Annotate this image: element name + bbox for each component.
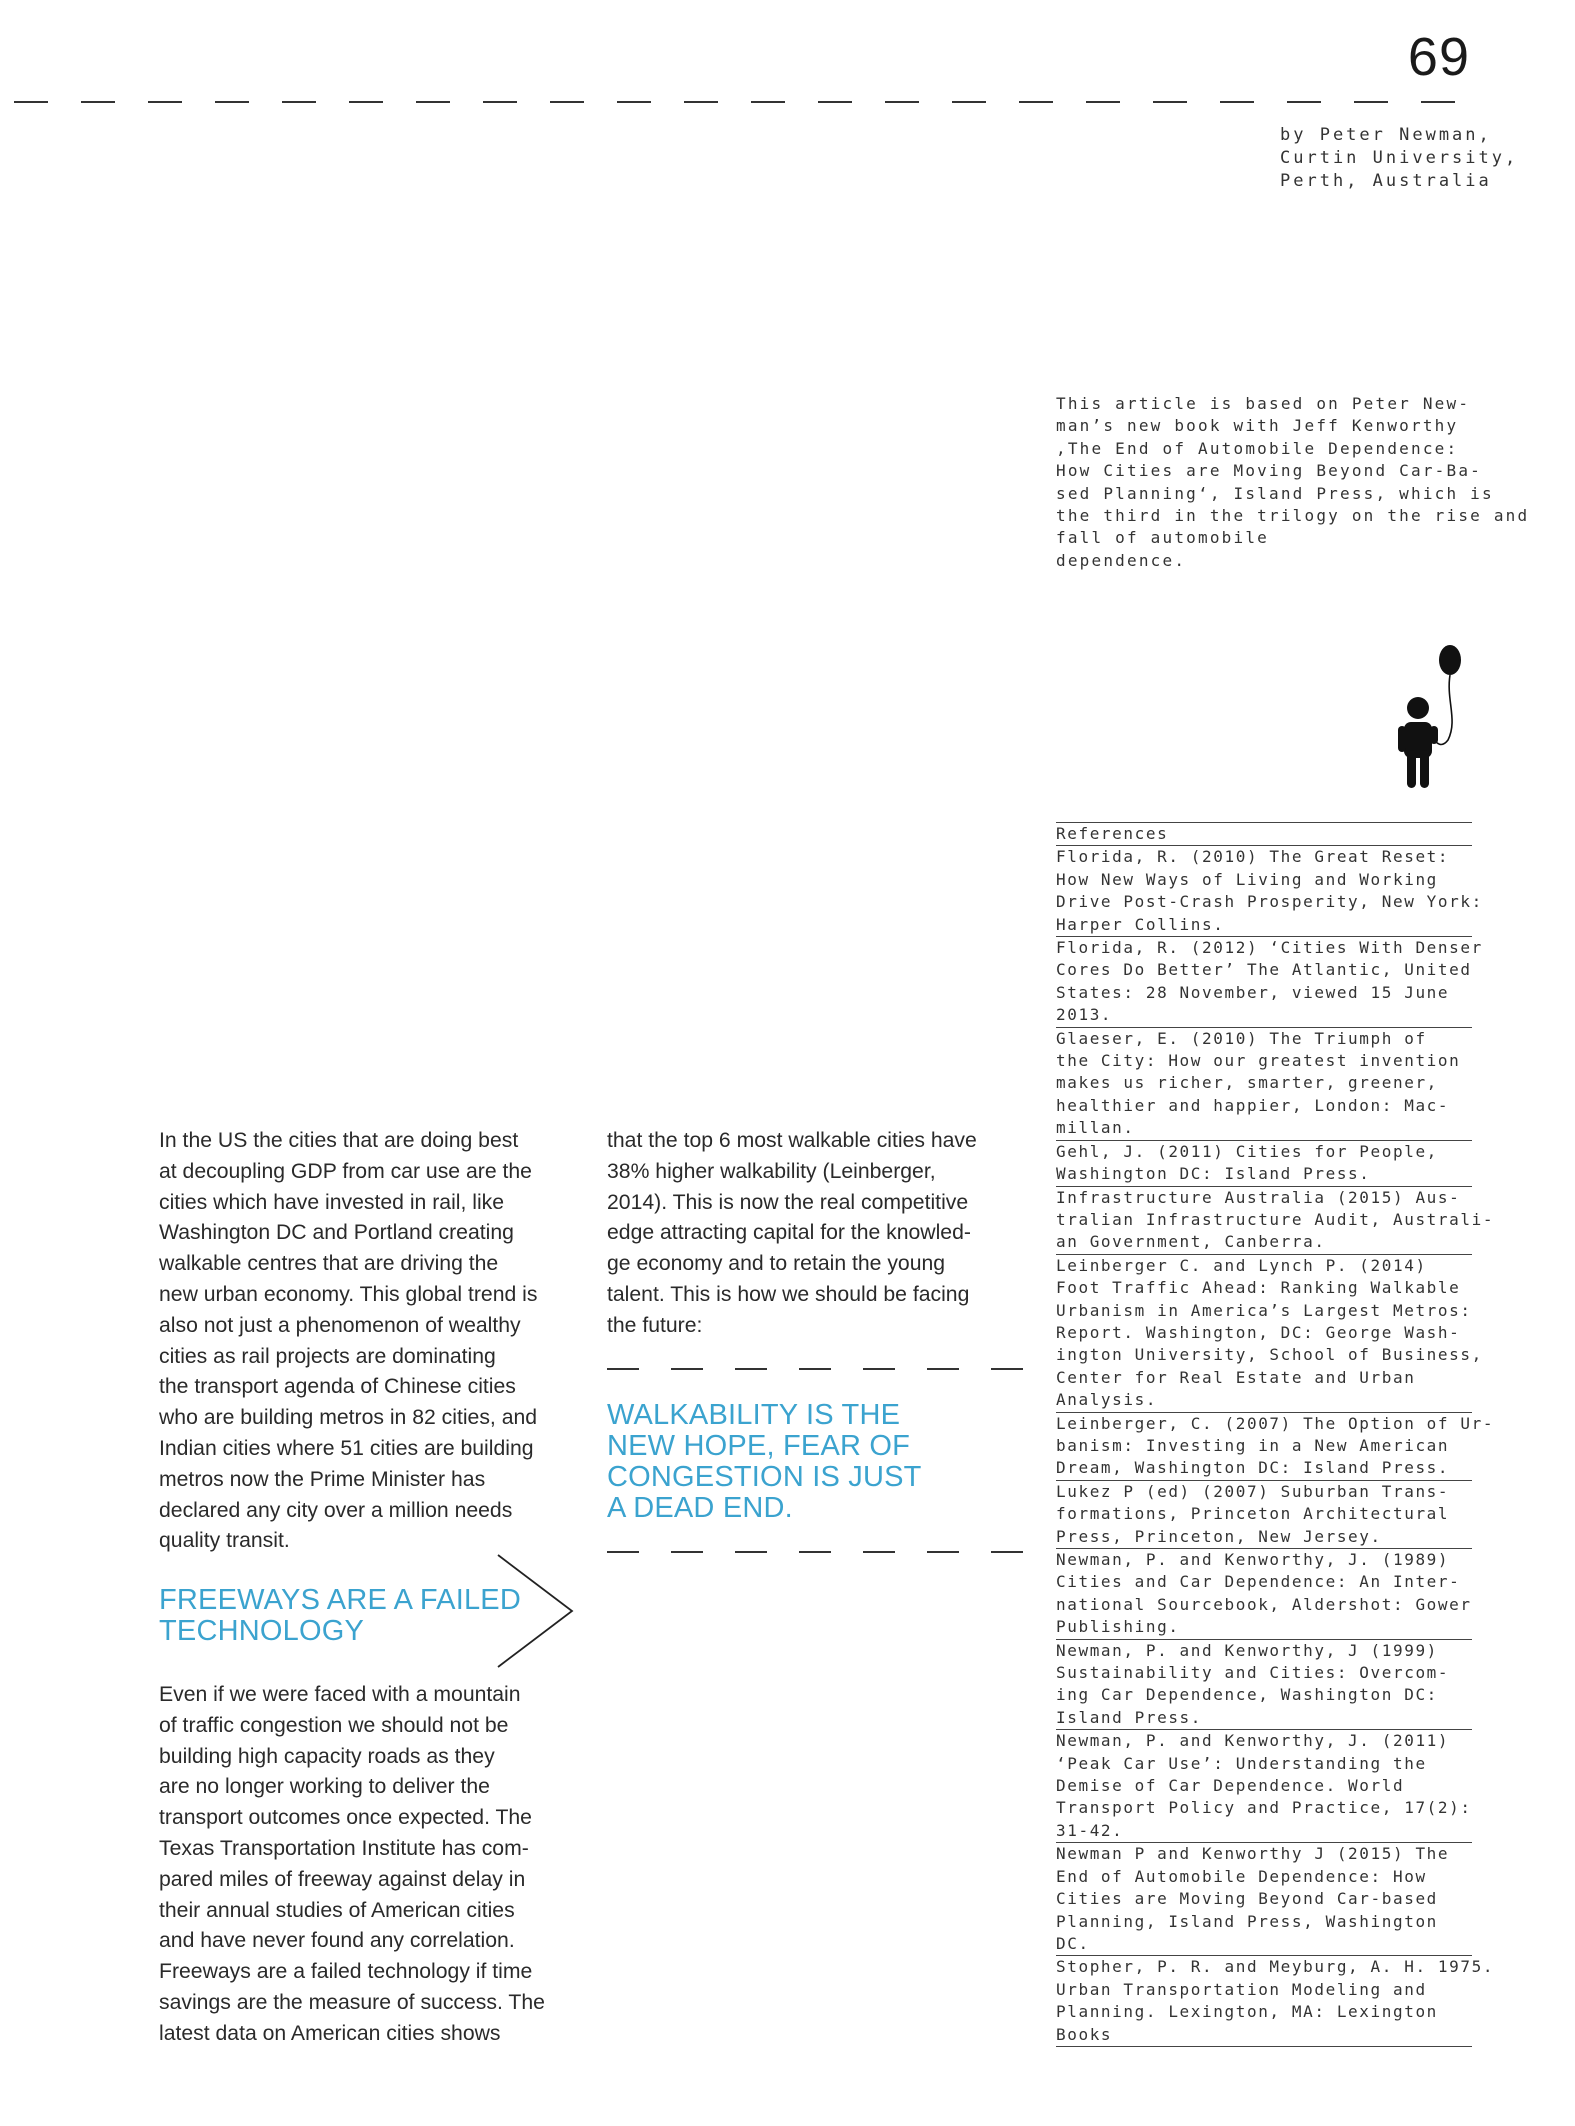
body-text-line: Texas Transportation Institute has com-	[159, 1836, 529, 1860]
references-list	[1056, 822, 1495, 2047]
reference-line: Leinberger C. and Lynch P. (2014)	[1056, 1255, 1427, 1275]
intro-line: How Cities are Moving Beyond Car-Ba-	[1056, 461, 1482, 481]
reference-line: ing Car Dependence, Washington DC:	[1056, 1685, 1438, 1705]
body-text-line: quality transit.	[159, 1529, 290, 1553]
reference-line: Urban Transportation Modeling and	[1056, 1979, 1427, 1999]
body-text-line: declared any city over a million needs	[159, 1498, 513, 1522]
reference-line: Demise of Car Dependence. World	[1056, 1776, 1405, 1796]
reference-line: Center for Real Estate and Urban	[1056, 1367, 1416, 1387]
body-text-line: at decoupling GDP from car use are the	[159, 1159, 532, 1183]
reference-line: the City: How our greatest invention	[1056, 1051, 1461, 1071]
body-text-line: cities as rail projects are dominating	[159, 1344, 496, 1368]
reference-item	[1056, 1640, 1472, 1731]
reference-line: makes us richer, smarter, greener,	[1056, 1073, 1438, 1093]
reference-line: Island Press.	[1056, 1707, 1203, 1727]
reference-item	[1056, 1956, 1495, 2047]
reference-line: Cities are Moving Beyond Car-based	[1056, 1889, 1438, 1909]
body-text-line: pared miles of freeway against delay in	[159, 1867, 526, 1891]
reference-line: Press, Princeton, New Jersey.	[1056, 1526, 1382, 1546]
byline-line: by Peter Newman,	[1280, 125, 1492, 145]
reference-item	[1056, 1481, 1472, 1549]
intro-line: This article is based on Peter New-	[1056, 394, 1471, 413]
reference-line: 31-42.	[1056, 1820, 1124, 1840]
reference-line: formations, Princeton Architectural	[1056, 1504, 1450, 1524]
byline-line: Curtin University,	[1280, 148, 1519, 168]
article-source-note	[1056, 393, 1530, 572]
pull-quote-walkability: WALKABILITY IS THE NEW HOPE, FEAR OF CONGESTION IS JUST A DEAD END.	[607, 1399, 922, 1524]
reference-line: an Government, Canberra.	[1056, 1232, 1326, 1252]
body-text-line: new urban economy. This global trend is	[159, 1282, 538, 1306]
byline-line: Perth, Australia	[1280, 171, 1492, 191]
reference-line: Newman P and Kenworthy J (2015) The	[1056, 1844, 1450, 1864]
reference-line: How New Ways of Living and Working	[1056, 869, 1438, 889]
reference-line: Analysis.	[1056, 1390, 1158, 1410]
body-column-left-bottom	[159, 1680, 579, 2050]
reference-item	[1056, 846, 1483, 937]
body-text-line: ge economy and to retain the young	[607, 1252, 946, 1276]
reference-line: Sustainability and Cities: Overcom-	[1056, 1663, 1450, 1683]
reference-line: Report. Washington, DC: George Wash-	[1056, 1322, 1461, 1342]
references-heading: References	[1056, 823, 1472, 846]
reference-line: States: 28 November, viewed 15 June	[1056, 982, 1450, 1002]
reference-line: Lukez P (ed) (2007) Suburban Trans-	[1056, 1481, 1450, 1501]
intro-line: dependence.	[1056, 550, 1187, 570]
reference-line: Washington DC: Island Press.	[1056, 1164, 1371, 1184]
body-text-line: Washington DC and Portland creating	[159, 1221, 514, 1245]
body-text-line: transport outcomes once expected. The	[159, 1806, 532, 1830]
reference-line: Cores Do Better’ The Atlantic, United	[1056, 960, 1472, 980]
body-text-line: are no longer working to deliver the	[159, 1775, 490, 1799]
body-text-line: the future:	[607, 1313, 703, 1337]
page-number: 69	[1407, 27, 1470, 87]
pull-quote-bottom-rule	[607, 1550, 1025, 1554]
section-heading-freeways: FREEWAYS ARE A FAILED TECHNOLOGY	[159, 1584, 521, 1647]
intro-line: ‚The End of Automobile Dependence:	[1056, 438, 1459, 458]
body-text-line: 2014). This is now the real competitive	[607, 1190, 969, 1214]
reference-line: Florida, R. (2010) The Great Reset:	[1056, 847, 1450, 867]
intro-line: man’s new book with Jeff Kenworthy	[1056, 416, 1459, 436]
top-dashed-rule	[14, 100, 1470, 104]
body-text-line: the transport agenda of Chinese cities	[159, 1375, 516, 1399]
body-text-line: Indian cities where 51 cities are building	[159, 1436, 534, 1460]
body-text-line: building high capacity roads as they	[159, 1744, 495, 1768]
body-text-line: In the US the cities that are doing best	[159, 1129, 519, 1152]
reference-item	[1056, 1028, 1472, 1141]
body-text-line: metros now the Prime Minister has	[159, 1467, 486, 1491]
reference-line: Transport Policy and Practice, 17(2):	[1056, 1798, 1472, 1818]
body-text-line: of traffic congestion we should not be	[159, 1713, 509, 1737]
reference-item	[1056, 1549, 1472, 1640]
reference-line: End of Automobile Dependence: How	[1056, 1866, 1427, 1886]
body-text-line: Freeways are a failed technology if time	[159, 1960, 533, 1984]
body-text-line: walkable centres that are driving the	[159, 1252, 499, 1276]
body-text-line: that the top 6 most walkable cities have	[607, 1129, 977, 1152]
reference-line: Leinberger, C. (2007) The Option of Ur-	[1056, 1413, 1495, 1433]
reference-line: Planning, Island Press, Washington	[1056, 1911, 1438, 1931]
reference-line: tralian Infrastructure Audit, Australi-	[1056, 1209, 1495, 1229]
reference-line: Newman, P. and Kenworthy, J (1999)	[1056, 1640, 1438, 1660]
reference-line: millan.	[1056, 1118, 1135, 1138]
body-text-line: cities which have invested in rail, like	[159, 1190, 505, 1214]
reference-item	[1056, 1730, 1472, 1843]
reference-line: Gehl, J. (2011) Cities for People,	[1056, 1141, 1438, 1161]
body-text-line: their annual studies of American cities	[159, 1898, 515, 1922]
reference-item	[1056, 1255, 1483, 1413]
reference-line: Newman, P. and Kenworthy, J. (1989)	[1056, 1550, 1450, 1569]
reference-line: Dream, Washington DC: Island Press.	[1056, 1458, 1450, 1478]
body-text-line: and have never found any correlation.	[159, 1929, 515, 1953]
body-text-line: 38% higher walkability (Leinberger,	[607, 1159, 936, 1183]
body-text-line: savings are the measure of success. The	[159, 1990, 545, 2014]
reference-line: Cities and Car Dependence: An Inter-	[1056, 1572, 1461, 1592]
reference-line: Infrastructure Australia (2015) Aus-	[1056, 1187, 1461, 1207]
author-byline	[1280, 124, 1519, 193]
body-text-line: latest data on American cities shows	[159, 2021, 501, 2045]
intro-line: sed Planning‘, Island Press, which is	[1056, 483, 1494, 503]
pull-quote-top-rule	[607, 1367, 1025, 1371]
reference-line: 2013.	[1056, 1005, 1113, 1025]
reference-line: Books	[1056, 2024, 1113, 2044]
reference-line: banism: Investing in a New American	[1056, 1435, 1450, 1455]
reference-line: Newman, P. and Kenworthy, J. (2011)	[1056, 1731, 1450, 1751]
body-text-line: talent. This is how we should be facing	[607, 1282, 970, 1306]
reference-line: Publishing.	[1056, 1617, 1180, 1637]
reference-line: Foot Traffic Ahead: Ranking Walkable	[1056, 1278, 1461, 1298]
intro-line: fall of automobile	[1056, 528, 1269, 548]
reference-line: ‘Peak Car Use’: Understanding the	[1056, 1753, 1427, 1773]
reference-item	[1056, 937, 1483, 1028]
body-text-line: who are building metros in 82 cities, and	[159, 1406, 538, 1430]
reference-line: Glaeser, E. (2010) The Triumph of	[1056, 1028, 1427, 1048]
reference-line: Planning. Lexington, MA: Lexington	[1056, 2002, 1438, 2022]
body-column-left-top	[159, 1126, 579, 1557]
body-text-line: edge attracting capital for the knowled-	[607, 1221, 971, 1245]
reference-line: ington University, School of Business,	[1056, 1345, 1483, 1365]
reference-line: Stopher, P. R. and Meyburg, A. H. 1975.	[1056, 1957, 1495, 1977]
reference-item	[1056, 1187, 1495, 1255]
reference-line: Harper Collins.	[1056, 914, 1225, 934]
intro-line: the third in the trilogy on the rise and	[1056, 506, 1530, 526]
reference-line: DC.	[1056, 1933, 1090, 1953]
reference-line: Florida, R. (2012) ‘Cities With Denser	[1056, 938, 1483, 958]
body-text-line: Even if we were faced with a mountain	[159, 1683, 521, 1706]
reference-item	[1056, 1141, 1472, 1187]
child-with-balloon-icon	[1396, 640, 1468, 790]
reference-item	[1056, 1413, 1495, 1481]
reference-item	[1056, 1843, 1472, 1956]
body-text-line: also not just a phenomenon of wealthy	[159, 1313, 521, 1337]
body-column-middle	[607, 1126, 1027, 1342]
reference-line: Drive Post-Crash Prosperity, New York:	[1056, 892, 1483, 912]
reference-line: national Sourcebook, Aldershot: Gower	[1056, 1594, 1472, 1614]
reference-line: healthier and happier, London: Mac-	[1056, 1095, 1450, 1115]
reference-line: Urbanism in America’s Largest Metros:	[1056, 1300, 1472, 1320]
